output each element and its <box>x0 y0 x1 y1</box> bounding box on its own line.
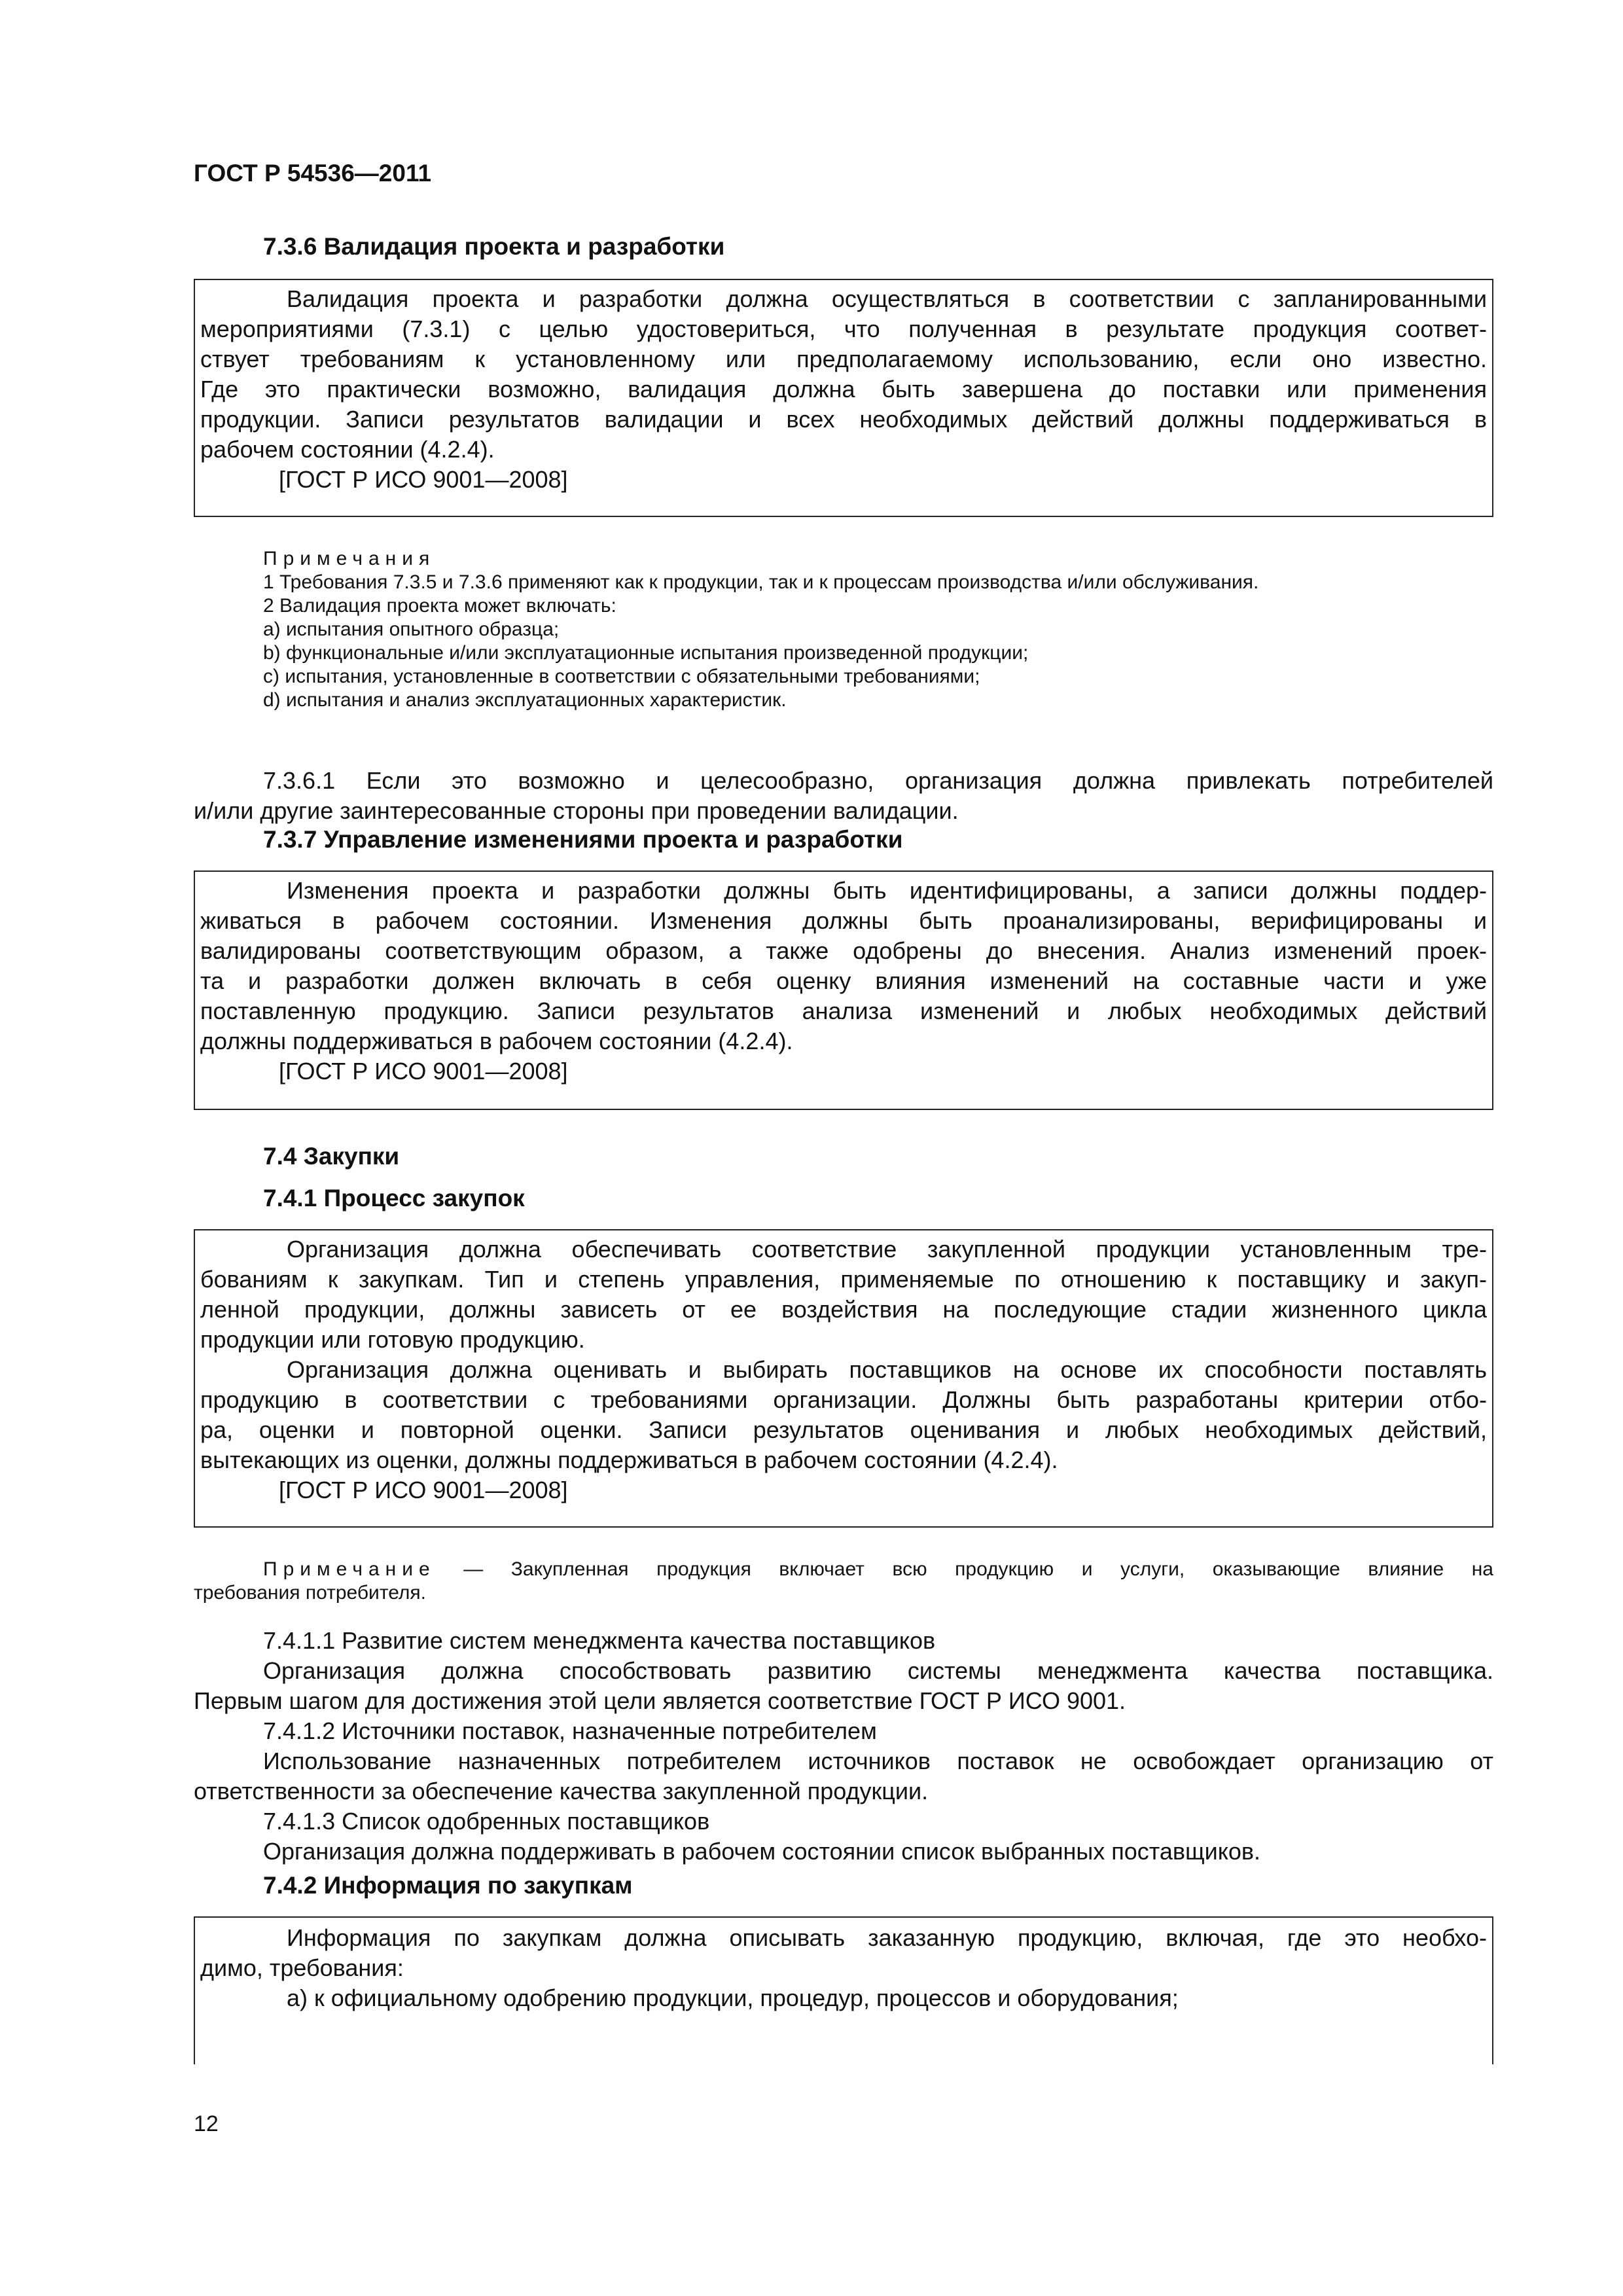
section-heading-7-4-2: 7.4.2 Информация по закупкам <box>263 1872 633 1899</box>
quote-box-7-4-2 <box>194 1916 1493 2064</box>
note-item: d) испытания и анализ эксплуатационных характеристик. <box>263 689 787 711</box>
quote-line: Организация должна оценивать и выбирать поставщиков на основе их способности поставлять <box>287 1356 1487 1383</box>
paragraph-line: Использование назначенных потребителем источников поставок не освобождает организацию от <box>263 1748 1493 1774</box>
note-continuation: требования потребителя. <box>194 1582 426 1604</box>
quote-line: должны поддерживаться в рабочем состоянии (4.2.4). <box>200 1028 793 1054</box>
document-header: ГОСТ Р 54536—2011 <box>194 160 432 187</box>
note-item: b) функциональные и/или эксплуатационные испытания произведенной продукции; <box>263 642 1029 664</box>
quote-line: продукцию в соответствии с требованиями организации. Должны быть разработаны критерии отбо- <box>200 1386 1487 1413</box>
section-heading-7-4: 7.4 Закупки <box>263 1143 400 1170</box>
paragraph-line: 7.3.6.1 Если это возможно и целесообразно, организация должна привлекать потребителей <box>263 767 1493 794</box>
quote-line: ленной продукции, должны зависеть от ее воздействия на последующие стадии жизненного цикла <box>200 1296 1487 1323</box>
notes-title: Примечания <box>263 548 436 569</box>
paragraph-line: ответственности за обеспечение качества закупленной продукции. <box>194 1778 929 1804</box>
quote-line: рабочем состоянии (4.2.4). <box>200 436 495 463</box>
quote-box-7-3-6 <box>194 279 1493 517</box>
quote-line: ствует требованиям к установленному или предполагаемому использованию, если оно известно. <box>200 346 1487 372</box>
quote-line: продукции. Записи результатов валидации и всех необходимых действий должны поддерживаться в <box>200 406 1487 433</box>
quote-reference: [ГОСТ Р ИСО 9001—2008] <box>279 466 568 493</box>
quote-line: валидированы соответствующим образом, а также одобрены до внесения. Анализ изменений проек- <box>200 937 1487 964</box>
note-item: 1 Требования 7.3.5 и 7.3.6 применяют как к продукции, так и к процессам производства и/или обслуживания. <box>263 571 1259 593</box>
quote-line: та и разработки должен включать в себя оценку влияния изменений на составные части и уже <box>200 967 1487 994</box>
quote-line: Где это практически возможно, валидация должна быть завершена до поставки или применения <box>200 376 1487 403</box>
quote-line: продукции или готовую продукцию. <box>200 1326 585 1353</box>
note-text: — Закупленная продукция включает всю продукцию и услуги, оказывающие влияние на <box>463 1558 1493 1580</box>
quote-line: Изменения проекта и разработки должны быть идентифицированы, а записи должны поддер- <box>287 877 1487 904</box>
paragraph-line: Организация должна поддерживать в рабочем состоянии список выбранных поставщиков. <box>263 1838 1261 1865</box>
notes-block <box>194 547 1493 712</box>
quote-line: мероприятиями (7.3.1) с целью удостовериться, что полученная в результате продукция соответ- <box>200 315 1487 342</box>
quote-list-item: а) к официальному одобрению продукции, процедур, процессов и оборудования; <box>287 1984 1179 2011</box>
quote-reference: [ГОСТ Р ИСО 9001—2008] <box>279 1058 568 1085</box>
quote-box-7-3-7 <box>194 870 1493 1110</box>
paragraphs-7-4-1-x <box>194 1626 1493 1867</box>
subclause-title: 7.4.1.2 Источники поставок, назначенные потребителем <box>263 1717 877 1744</box>
quote-line: вытекающих из оценки, должны поддерживаться в рабочем состоянии (4.2.4). <box>200 1446 1058 1473</box>
subclause-title: 7.4.1.1 Развитие систем менеджмента качества поставщиков <box>263 1627 936 1654</box>
page-number: 12 <box>194 2111 219 2136</box>
quote-line: Организация должна обеспечивать соответствие закупленной продукции установленным тре- <box>287 1236 1487 1263</box>
section-heading-7-3-6: 7.3.6 Валидация проекта и разработки <box>263 233 725 260</box>
quote-line: живаться в рабочем состоянии. Изменения должны быть проанализированы, верифицированы и <box>200 907 1487 934</box>
quote-line: Валидация проекта и разработки должна осуществляться в соответствии с запланированными <box>287 285 1487 312</box>
paragraph-line: Первым шагом для достижения этой цели является соответствие ГОСТ Р ИСО 9001. <box>194 1687 1126 1714</box>
section-heading-7-3-7: 7.3.7 Управление изменениями проекта и разработки <box>263 826 903 853</box>
note-line <box>194 1558 1493 1581</box>
paragraph-line: Организация должна способствовать развитию системы менеджмента качества поставщика. <box>263 1657 1493 1684</box>
quote-box-7-4-1 <box>194 1229 1493 1528</box>
paragraph-line: и/или другие заинтересованные стороны при проведении валидации. <box>194 797 959 824</box>
quote-line: димо, требования: <box>200 1954 404 1981</box>
subclause-title: 7.4.1.3 Список одобренных поставщиков <box>263 1808 710 1835</box>
quote-line: поставленную продукцию. Записи результатов анализа изменений и любых необходимых действий <box>200 997 1487 1024</box>
quote-line: ра, оценки и повторной оценки. Записи результатов оценивания и любых необходимых действий, <box>200 1416 1487 1443</box>
note-block <box>194 1558 1493 1605</box>
note-label: Примечание <box>263 1558 436 1580</box>
section-heading-7-4-1: 7.4.1 Процесс закупок <box>263 1185 525 1211</box>
quote-line: бованиям к закупкам. Тип и степень управления, применяемые по отношению к поставщику и закуп- <box>200 1266 1487 1293</box>
note-item: 2 Валидация проекта может включать: <box>263 595 616 617</box>
note-item: a) испытания опытного образца; <box>263 619 560 640</box>
quote-reference: [ГОСТ Р ИСО 9001—2008] <box>279 1477 568 1503</box>
quote-line: Информация по закупкам должна описывать заказанную продукцию, включая, где это необхо- <box>287 1924 1487 1951</box>
paragraph-7-3-6-1 <box>194 766 1493 826</box>
note-item: c) испытания, установленные в соответствии с обязательными требованиями; <box>263 666 980 687</box>
